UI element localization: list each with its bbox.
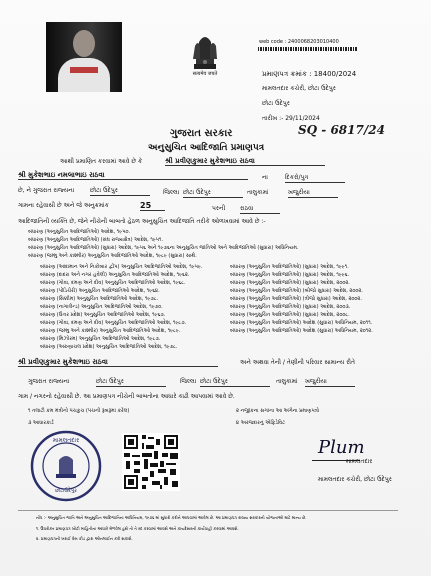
basis-1: ૧ તલાટી કમ મંત્રીનો પંચકુચ (પંચની રૂબરૂમાં કરેલ) <box>28 408 130 414</box>
footer-note-3: ૨. પ્રમાણપત્રની ખરાઈ વેબ કોડ દ્વારા ઓનલાઈન કરી શકાશે. <box>36 536 133 541</box>
seal-top-text: મામલતદાર <box>52 437 80 444</box>
basis-2: ૨ નજીકના સગાંના આ અંગેના પ્રમાણપત્રો <box>236 408 320 414</box>
order-intro-4: બંધારણ (જમ્મુ અને કાશ્મીર) અનુસુચિત આદિજાતિઓ આદેશ, ૧૯૮૯ (સુધારા) સાથે. <box>28 253 197 259</box>
order-left-11: બંધારણ (અરુણાચલ પ્રદેશ) અનુસુચિત આદિજાતિઓ આદેશ, ૧૯૭૮. <box>40 344 178 350</box>
basis-4: ૪ અરજદારનું એફિડેવિટ <box>236 420 286 426</box>
issue-date: તારીખ :- 29/11/2024 <box>262 115 320 122</box>
web-code: web code : 2400068203010400 <box>259 39 339 45</box>
barcode <box>258 47 358 51</box>
order-right-4: બંધારણ (અનુસુચિત આદિજાતિઓ) (બીજો સુધારા) આદેશ, ૨૦૦૨. <box>230 288 363 294</box>
recognition-line: આદિજાતિની વ્યક્તિ છે, જેને નીચેની બાબતો હેઠળ અનુસુચિત આદિજાતિ તરીકે ઓળખવામાં આવે છે :- <box>18 218 266 225</box>
issuing-office: મામલતદાર કચેરી, છોટા ઉદેપુર <box>262 85 336 92</box>
na-label: ના <box>262 174 268 181</box>
handwritten-reference: SQ - 6817/24 <box>298 123 385 137</box>
residence-village: છોટા ઉદેપુર <box>96 379 166 387</box>
certificate-number: પ્રમાણપત્ર ક્રમાંક : 18400/2024 <box>262 70 357 78</box>
order-left-1: બંધારણ (આંદામાન અને નિકોબાર દ્વીપ) અનુસુચિત આદિજાતિઓ આદેશ, ૧૯૫૯. <box>40 264 203 270</box>
taluka-label: તાલુકામાં <box>247 189 269 196</box>
footer-note-1: નોંધ :- અનુસુચિત જાતિ અને અનુસુચિત આદિજાતિના અધિનિયમ, ૧૯૭૬ માં સુધારો કરીને આપવામાં આવેલ છે. આ પ્રમાણપત્ર રાજ્ય સરકારની યોજનાઓ માટે માન્ય છે. <box>36 515 307 520</box>
signature-mark: Plum <box>318 437 365 458</box>
order-left-10: બંધારણ (મિઝોરમ) અનુસુચિત આદિજાતિઓ આદેશ, ૧૯૮૭. <box>40 336 161 342</box>
applicant-name: શ્રી પ્રવીણકુમાર મુકેશભાઇ રાઠવા <box>165 157 325 166</box>
order-right-7: બંધારણ (અનુસુચિત આદિજાતિઓ) (સુધારા) આદેશ, ૨૦૦૮. <box>230 312 350 318</box>
order-right-1: બંધારણ (અનુસુચિત આદિજાતિઓ) (સુધારા) આદેશ, ૧૯૯૧. <box>230 264 349 270</box>
order-right-8: બંધારણ (અનુસુચિત આદિજાતિઓ) આદેશ (સુધારા) અધિનિયમ, ૨૦૧૧. <box>230 320 373 326</box>
family-suffix: અને અથવા તેની / તેણીની પરિવાર સામાન્ય રીતે <box>240 359 356 366</box>
order-intro-3: બંધારણ (અનુસુચિત આદિજાતિઓ) (સુધારા) આદેશ, ૧૯૫૬ અને ૧૯૭૬ના અનુસુચિત જાતિઓ અને આદિજાતિઓ (સુધારા) અધિનિયમ. <box>28 245 299 251</box>
village: છોટા ઉદેપુર <box>90 188 150 196</box>
photo-face <box>73 30 95 57</box>
order-right-3: બંધારણ (અનુસુચિત આદિજાતિઓ) (સુધારા) આદેશ, ૨૦૦૨. <box>230 280 350 286</box>
applicant-photo <box>46 22 122 92</box>
district-label: જિલ્લા <box>163 189 180 196</box>
order-left-8: બંધારણ (ગોવા, દમણ અને દીવ) અનુસુચિત આદિજાતિઓ આદેશ, ૧૯૮૭. <box>40 320 187 326</box>
certificate-title: અનુસુચિત આદિજાતિ પ્રમાણપત્ર <box>148 143 265 153</box>
footer-divider <box>18 510 398 511</box>
family-name: શ્રી પ્રવીણકુમાર મુકેશભાઇ રાઠવા <box>18 358 218 367</box>
order-intro-2: બંધારણ (અનુસુચિત આદિજાતિઓ) (સંઘ રાજ્યક્ષેત્ર) આદેશ, ૧૯૫૧. <box>28 237 164 243</box>
national-emblem <box>179 28 231 78</box>
serial-number: 25 <box>140 201 165 211</box>
residence-district: છોટા ઉદેપુર <box>200 379 270 387</box>
footer-note-2: ૧. ઉપરોક્ત પ્રમાણપત્ર ખોટી માહિતીના આધારે મેળવેલ હશે તો તે રદ કરવામાં આવશે અને કાયદેસરની કાર્યવાહી કરવામાં આવશે. <box>36 526 239 531</box>
emblem-caption: सत्यमेव जयते <box>192 71 218 77</box>
order-left-3: બંધારણ (ગોવા, દમણ અને દીવ) અનુસુચિત આદિજાતિઓ આદેશ, ૧૯૬૮. <box>40 280 186 286</box>
issue-place: છોટા ઉદેપુર <box>262 100 290 107</box>
order-left-5: બંધારણ (સિક્કીમ) અનુસુચિત આદિજાતિઓ આદેશ, ૧૯૭૮. <box>40 296 159 302</box>
photo-shirt <box>58 58 110 92</box>
order-intro-1: બંધારણ (અનુસુચિત આદિજાતિઓ) આદેશ, ૧૯૫૦. <box>28 229 131 235</box>
relation: દિકરો/પુત્ર <box>285 175 345 183</box>
qr-code-icon <box>122 433 180 491</box>
residence-district-label: જિલ્લા <box>180 378 197 385</box>
signatory-office: મામલતદાર કચેરી, છોટા ઉદેપુર <box>318 476 392 483</box>
order-left-7: બંધારણ (ઉત્તર પ્રદેશ) અનુસુચિત આદિજાતિઓ આદેશ, ૧૯૬૭. <box>40 312 166 318</box>
district: છોટા ઉદેપુર <box>183 190 243 198</box>
residence-taluka: ખજુરીયા <box>305 379 355 387</box>
order-right-9: બંધારણ (અનુસુચિત આદિજાતિઓ) આદેશ (સુધારા) અધિનિયમ, ૨૦૧૨. <box>230 328 373 334</box>
qr-code <box>122 433 180 491</box>
seal-bottom-text: છોટાઉદેપુર <box>55 488 77 494</box>
order-right-6: બંધારણ (અનુસુચિત આદિજાતિઓ) (સુધારા) આદેશ, ૨૦૦૩. <box>230 304 351 310</box>
residence-state: ગુજરાત રાજ્યના <box>28 378 70 385</box>
order-left-4: બંધારણ (પોંડિચેરી) અનુસુચિત આદિજાતિઓ આદેશ, ૧૯૬૪. <box>40 288 160 294</box>
photo-shirt-logo <box>70 67 98 73</box>
residence-prefix: છે, ને ગુજરાત રાજ્યના <box>18 187 75 194</box>
serial-suffix: પરની <box>212 205 226 212</box>
lion-capital-icon <box>179 28 231 72</box>
official-seal <box>30 430 102 502</box>
father-name: શ્રી મુકેશભાઇ નમલાભાઇ રાઠવા <box>18 171 248 180</box>
signatory-designation: મામલતદાર <box>346 458 373 465</box>
order-left-6: બંધારણ (નાગાલેન્ડ) અનુસુચિત આદિજાતિઓ આદેશ, ૧૯૭૦. <box>40 304 163 310</box>
certify-prefix: આથી પ્રમાણિત કરવામાં આવે છે કે <box>60 158 143 165</box>
serial-prefix: ગામના રહેવાસી છે અને જે અનુક્રમાંક <box>18 202 109 209</box>
order-left-2: બંધારણ (દાદરા અને નગર હવેલી) અનુસુચિત આદિજાતિઓ આદેશ, ૧૯૬૨. <box>40 272 190 278</box>
residence-taluka-label: તાલુકામાં <box>276 378 298 385</box>
order-right-2: બંધારણ (અનુસુચિત આદિજાતિઓ) (સુધારા) આદેશ, ૧૯૯૬. <box>230 272 350 278</box>
order-left-9: બંધારણ (જમ્મુ અને કાશ્મીર) અનુસુચિત આદિજાતિઓ આદેશ, ૧૯૮૯. <box>40 328 181 334</box>
order-right-5: બંધારણ (અનુસુચિત આદિજાતિઓ) (ત્રીજો સુધારા) આદેશ, ૨૦૦૨. <box>230 296 362 302</box>
tribe: રાઠવા <box>240 206 280 214</box>
basis-3: ૩ આધારકાર્ડ <box>28 420 54 426</box>
taluka: ખજુરીયા <box>288 190 338 198</box>
residence-statement: ગામ / નગરનો રહેવાસી છે. આ પ્રમાણપત્ર નીચેની બાબતોના આધારે કાઢી આપવામાં આવે છે. <box>18 393 235 400</box>
government-title: ગુજરાત સરકાર <box>170 128 233 139</box>
